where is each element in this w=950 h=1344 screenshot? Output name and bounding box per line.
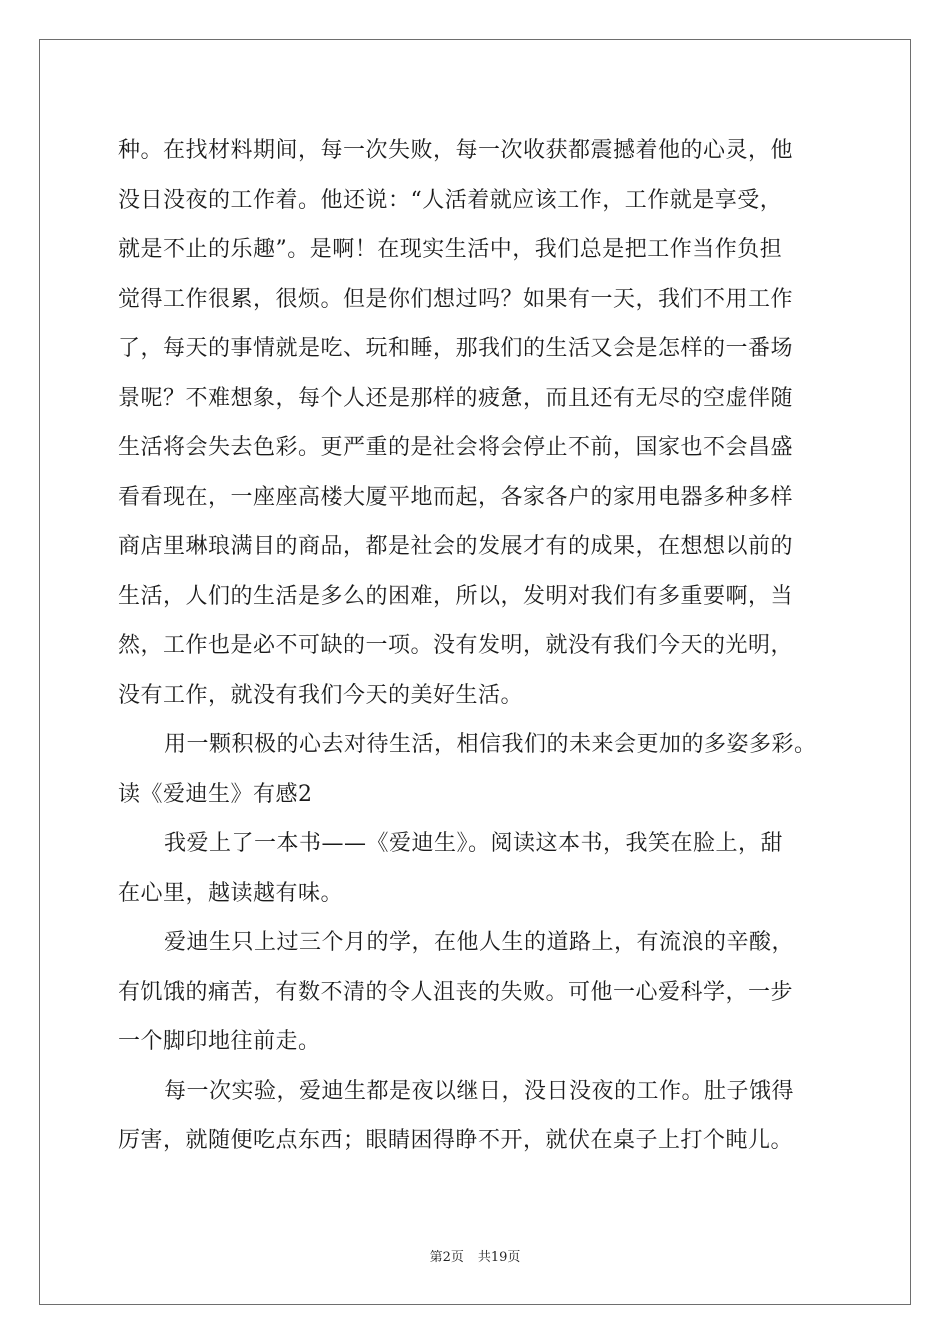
text-line: 一个脚印地往前走。 [118,1029,321,1054]
text-line: 商店里琳琅满目的商品，都是社会的发展才有的成果，在想想以前的 [118,534,794,559]
text-line: 没日没夜的工作着。他还说：“人活着就应该工作，工作就是享受， [118,187,783,213]
document-body [118,126,838,1166]
text-line: 种。在找材料期间，每一次失败，每一次收获都震撼着他的心灵，他 [118,138,794,163]
page-number: 第2页 [429,1250,464,1265]
paragraph-first-line: 爱迪生只上过三个月的学，在他人生的道路上，有流浪的辛酸， [164,930,795,955]
text-line: 看看现在，一座座高楼大厦平地而起，各家各户的家用电器多种多样 [118,484,794,510]
text-line: 生活，人们的生活是多么的困难，所以，发明对我们有多重要啊，当 [118,583,794,609]
text-line: 生活将会失去色彩。更严重的是社会将会停止不前，国家也不会昌盛 [118,435,794,460]
page-footer [0,1246,950,1265]
text-line: 在心里，越读越有味。 [118,880,344,906]
text-line: 觉得工作很累，很烦。但是你们想过吗？如果有一天，我们不用工作 [118,286,794,312]
text-line: 景呢？不难想象，每个人还是那样的疲惫，而且还有无尽的空虚伴随 [118,385,794,411]
paragraph-first-line: 用一颗积极的心去对待生活，相信我们的未来会更加的多姿多彩。 [164,732,817,757]
paragraph-first-line: 每一次实验，爱迪生都是夜以继日，没日没夜的工作。肚子饿得 [164,1078,795,1104]
total-pages: 共19页 [477,1250,521,1265]
text-line: 没有工作，就没有我们今天的美好生活。 [118,682,524,708]
text-line: 就是不止的乐趣”。是啊！在现实生活中，我们总是把工作当作负担 [118,237,783,262]
text-line: 然，工作也是必不可缺的一项。没有发明，就没有我们今天的光明， [118,633,794,658]
text-line: 了，每天的事情就是吃、玩和睡，那我们的生活又会是怎样的一番场 [118,336,794,361]
text-line: 厉害，就随便吃点东西；眼睛困得睁不开，就伏在桌子上打个盹儿。 [118,1128,794,1153]
paragraph-first-line: 我爱上了一本书——《爱迪生》。阅读这本书，我笑在脸上，甜 [164,831,784,856]
section-heading: 读《爱迪生》有感2 [118,781,313,807]
text-line: 有饥饿的痛苦，有数不清的令人沮丧的失败。可他一心爱科学，一步 [118,979,794,1005]
